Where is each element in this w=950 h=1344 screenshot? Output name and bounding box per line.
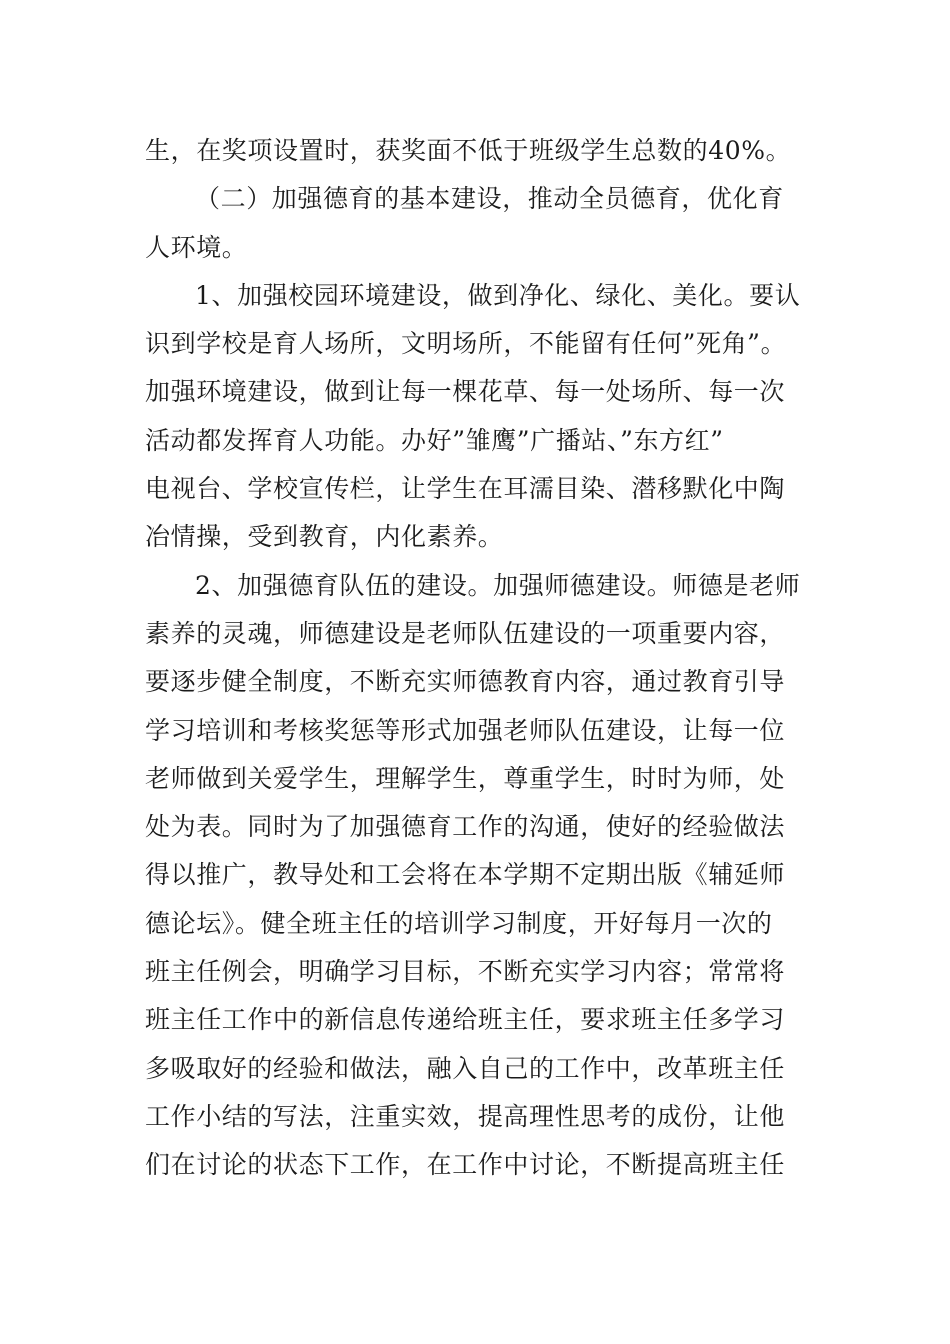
text-line: 班主任工作中的新信息传递给班主任，要求班主任多学习 xyxy=(145,1005,786,1035)
text-line: 电视台、学校宣传栏，让学生在耳濡目染、潜移默化中陶 xyxy=(145,474,786,504)
body-text xyxy=(145,127,811,1190)
text-line: 得以推广，教导处和工会将在本学期不定期出版《辅延师 xyxy=(145,860,786,890)
text-line: 冶情操，受到教育，内化素养。 xyxy=(145,522,504,552)
text-line: 人环境。 xyxy=(145,232,248,262)
text-line: 识到学校是育人场所，文明场所，不能留有任何”死角”。 xyxy=(145,329,787,359)
text-line: 加强环境建设，做到让每一棵花草、每一处场所、每一次 xyxy=(145,377,786,407)
text-line: 班主任例会，明确学习目标，不断充实学习内容；常常将 xyxy=(145,957,786,987)
text-line: 处为表。同时为了加强德育工作的沟通，使好的经验做法 xyxy=(145,812,786,842)
text-line: 素养的灵魂，师德建设是老师队伍建设的一项重要内容， xyxy=(145,618,786,648)
text-line: 们在讨论的状态下工作，在工作中讨论，不断提高班主任 xyxy=(145,1150,786,1180)
text-line: 生，在奖项设置时，获奖面不低于班级学生总数的40%。 xyxy=(145,136,792,165)
text-line: 多吸取好的经验和做法，融入自己的工作中，改革班主任 xyxy=(145,1053,786,1083)
text-line: 工作小结的写法，注重实效，提高理性思考的成份，让他 xyxy=(145,1101,786,1131)
text-line: 老师做到关爱学生，理解学生，尊重学生，时时为师，处 xyxy=(145,763,786,793)
text-line: 德论坛》。健全班主任的培训学习制度，开好每月一次的 xyxy=(145,908,773,938)
text-line: （二）加强德育的基本建设，推动全员德育，优化育 xyxy=(195,184,784,214)
text-line: 学习培训和考核奖惩等形式加强老师队伍建设，让每一位 xyxy=(145,715,786,745)
text-line: 要逐步健全制度，不断充实师德教育内容，通过教育引导 xyxy=(145,667,786,697)
text-line: 1、加强校园环境建设，做到净化、绿化、美化。要认 xyxy=(195,280,801,310)
text-line: 2、加强德育队伍的建设。加强师德建设。师德是老师 xyxy=(195,570,801,600)
text-line: 活动都发挥育人功能。办好”雏鹰”广播站、”东方红” xyxy=(145,425,724,455)
